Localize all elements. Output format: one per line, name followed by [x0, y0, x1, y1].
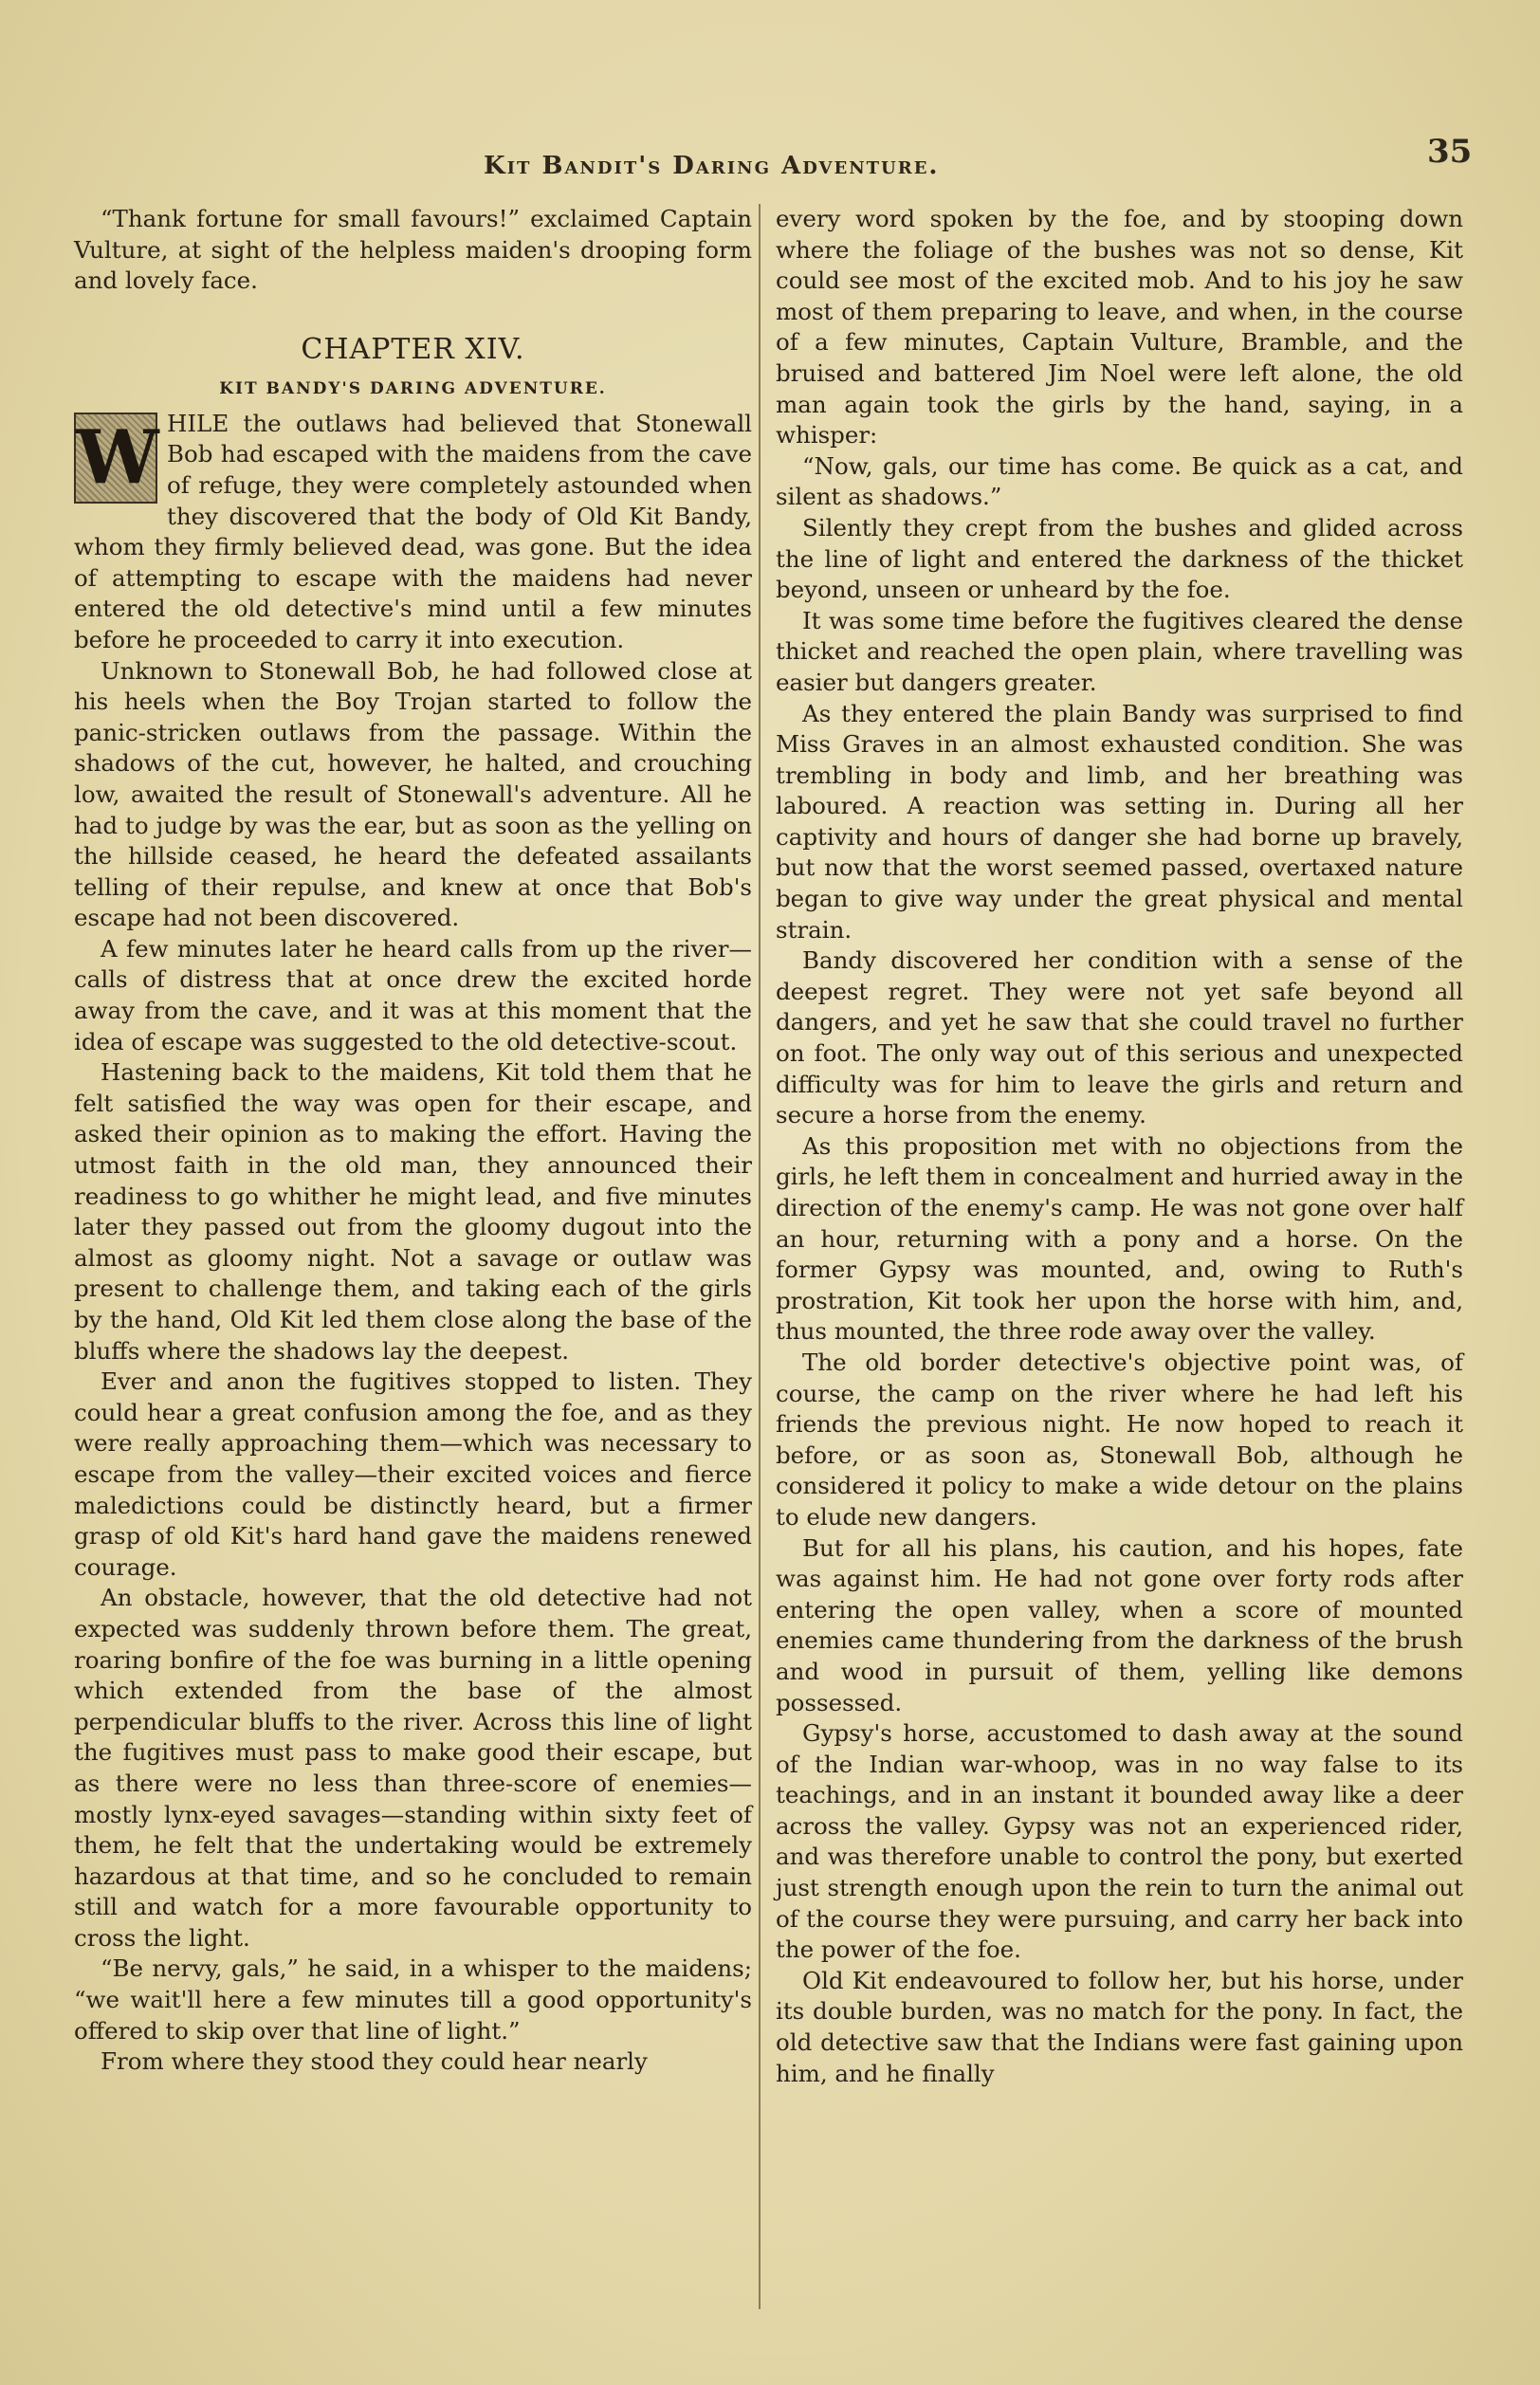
paragraph: Unknown to Stonewall Bob, he had followed close at his heels when the Boy Trojan started to follow the panic-stricken outlaws from the passage. Within the shadows of the cut, however, he halted, and crouching low, awaited the result of Stonewall's adventure. All he had to judge by was the ear, but as soon as the yelling on the hillside ceased, he heard the defeated assailants telling of their repulse, and knew at once that Bob's escape had not been discovered.: [74, 656, 752, 932]
right-column: [776, 204, 1463, 2089]
paragraph: The old border detective's objective point was, of course, the camp on the river where he had left his friends the previous night. He now hoped to reach it before, or as soon as, Stonewall Bob, although he considered it policy to make a wide detour on the plains to elude new dangers.: [776, 1348, 1463, 1531]
paragraph: As they entered the plain Bandy was surprised to find Miss Graves in an almost exhausted condition. She was trembling in body and limb, and her breathing was laboured. A reaction was setting in. During all her captivity and hours of danger she had borne up bravely, but now that the worst seemed passed, overtaxed nature began to give way under the great physical and mental strain.: [776, 699, 1463, 944]
paragraph: Ever and anon the fugitives stopped to listen. They could hear a great confusion among the foe, and as they were really approaching them—which was necessary to escape from the valley—their excited voices and fierce maledictions could be distinctly heard, but a firmer grasp of old Kit's hard hand gave the maidens renewed courage.: [74, 1367, 752, 1581]
paragraph: As this proposition met with no objections from the girls, he left them in concealment and hurried away in the direction of the enemy's camp. He was not gone over half an hour, returning with a pony and a horse. On the former Gypsy was mounted, and, owing to Ruth's prostration, Kit took her upon the horse with him, and, thus mounted, the three rode away over the valley.: [776, 1131, 1463, 1346]
paragraph: Gypsy's horse, accustomed to dash away at the sound of the Indian war-whoop, was in no way false to its teachings, and in an instant it bounded away like a deer across the valley. Gypsy was not an experienced rider, and was therefore unable to control the pony, but exerted just strength enough upon the rein to turn the animal out of the course they were pursuing, and carry her back into the power of the foe.: [776, 1719, 1463, 1964]
first-paragraph: [74, 409, 752, 656]
chapter-subtitle: KIT BANDY'S DARING ADVENTURE.: [219, 378, 607, 398]
column-divider: [759, 204, 761, 2309]
paragraph: Old Kit endeavoured to follow her, but his horse, under its double burden, was no match for the pony. In fact, the old detective saw that the Indians were fast gaining upon him, and he finally: [776, 1966, 1463, 2087]
paragraph: Hastening back to the maidens, Kit told them that he felt satisfied the way was open for their escape, and asked their opinion as to making the effort. Having the utmost faith in the old man, they announced their readiness to go whither he might lead, and five minutes later they passed out from the gloomy dugout into the almost as gloomy night. Not a savage or outlaw was present to challenge them, and taking each of the girls by the hand, Old Kit led them close along the base of the bluffs where the shadows lay the deepest.: [74, 1058, 752, 1365]
page-number: 35: [1427, 133, 1473, 171]
left-column: [74, 204, 752, 2078]
paragraph: “Now, gals, our time has come. Be quick as a cat, and silent as shadows.”: [776, 451, 1463, 511]
paragraph: A few minutes later he heard calls from up the river—calls of distress that at once drew the excited horde away from the cave, and it was at this moment that the idea of escape was suggested to the old detective-scout.: [74, 934, 752, 1055]
dropcap-letter: W: [76, 413, 159, 501]
running-header: Kit Bandit's Daring Adventure.: [484, 152, 940, 180]
continuation-paragraph: every word spoken by the foe, and by stooping down where the foliage of the bushes was not so dense, Kit could see most of the excited mob. And to his joy he saw most of them preparing to leave, and when, in the course of a few minutes, Captain Vulture, Bramble, and the bruised and battered Jim Noel were left alone, the old man again took the girls by the hand, saying, in a whisper:: [776, 205, 1463, 449]
opening-paragraph: “Thank fortune for small favours!” exclaimed Captain Vulture, at sight of the helpless maiden's drooping form and lovely face.: [74, 205, 752, 295]
paragraph: “Be nervy, gals,” he said, in a whisper to the maidens; “we wait'll here a few minutes till a good opportunity's offered to skip over that line of light.”: [74, 1954, 752, 2045]
first-paragraph-text: HILE the outlaws had believed that Stonewall Bob had escaped with the maidens from the cave of refuge, they were completely astounded when they discovered that the body of Old Kit Bandy, whom they firmly believed dead, was gone. But the idea of attempting to escape with the maidens had never entered the old detective's mind until a few minutes before he proceeded to carry it into execution.: [74, 409, 752, 653]
paragraph: Bandy discovered her condition with a sense of the deepest regret. They were not yet safe beyond all dangers, and yet he saw that she could travel no further on foot. The only way out of this serious and unexpected difficulty was for him to leave the girls and return and secure a horse from the enemy.: [776, 946, 1463, 1129]
paragraph: From where they stood they could hear nearly: [101, 2047, 648, 2076]
paragraph: It was some time before the fugitives cleared the dense thicket and reached the open plain, where travelling was easier but dangers greater.: [776, 606, 1463, 696]
chapter-heading: CHAPTER XIV.: [301, 332, 525, 366]
paragraph: Silently they crept from the bushes and glided across the line of light and entered the darkness of the thicket beyond, unseen or unheard by the foe.: [776, 513, 1463, 604]
ornamental-dropcap: [74, 413, 157, 504]
paragraph: An obstacle, however, that the old detective had not expected was suddenly thrown before them. The great, roaring bonfire of the foe was burning in a little opening which extended from the base of the almost perpendicular bluffs to the river. Across this line of light the fugitives must pass to make good their escape, but as there were no less than three-score of enemies—mostly lynx-eyed savages—standing within sixty feet of them, he felt that the undertaking would be extremely hazardous at that time, and so he concluded to remain still and watch for a more favourable opportunity to cross the light.: [74, 1584, 752, 1952]
paragraph: But for all his plans, his caution, and his hopes, fate was against him. He had not gone over forty rods after entering the open valley, when a score of mounted enemies came thundering from the darkness of the brush and wood in pursuit of them, yelling like demons possessed.: [776, 1533, 1463, 1716]
